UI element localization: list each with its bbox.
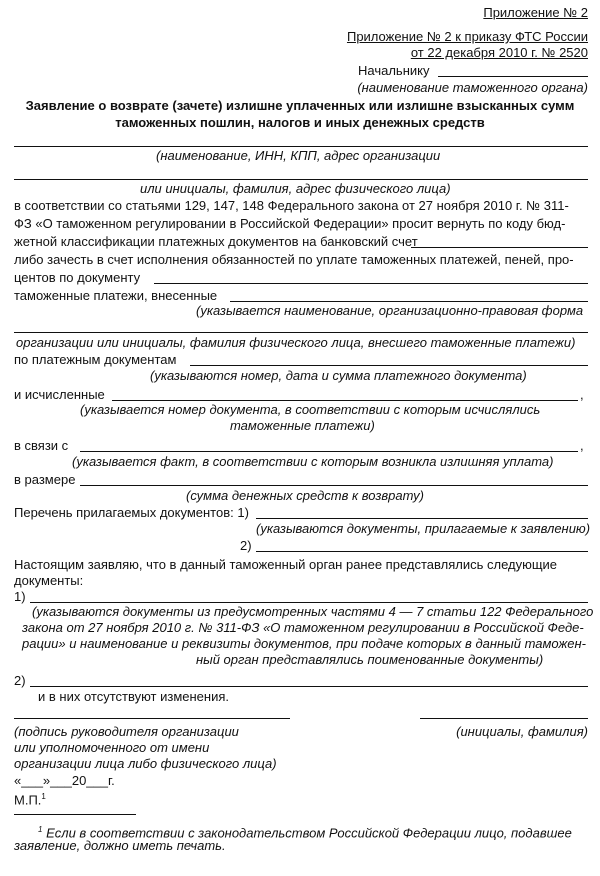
due-to-hint: (указывается факт, в соответствии с которым возникла излишняя уплата) [72, 454, 554, 469]
footnote-mark: 1 [38, 825, 43, 834]
stamp-text: М.П. [14, 792, 42, 808]
order-reference-line1: Приложение № 2 к приказу ФТС России [346, 29, 588, 44]
order-reference-line2: от 22 декабря 2010 г. № 2520 [410, 45, 588, 60]
customs-body-line [438, 76, 588, 77]
signature-line [14, 718, 290, 719]
comma: , [580, 387, 584, 402]
fees-paid-line2 [14, 332, 588, 333]
declared-item1-line [30, 602, 588, 603]
calculated-hint1: (указывается номер документа, в соответствии с которым исчислялись [80, 402, 541, 417]
declared-item2-label: 2) [14, 673, 26, 688]
to-chief-label: Начальнику [358, 63, 430, 78]
declared-docs-hint1: (указываются документы из предусмотренных частями 4 — 7 статьи 122 Федерального [32, 604, 594, 619]
declaration-line1: Настоящим заявляю, что в данный таможенный орган ранее представлялись следующие [14, 557, 558, 572]
person-name-hint: или инициалы, фамилия, адрес физического лица) [140, 181, 451, 196]
stamp-footnote-ref: 1 [41, 792, 46, 801]
signature-hint3: организации лица либо физического лица) [14, 756, 277, 771]
appendix-label: Приложение № 2 [483, 5, 588, 20]
customs-body-hint: (наименование таможенного органа) [357, 80, 588, 95]
declared-docs-hint2: закона от 27 ноября 2010 г. № 311-ФЗ «О таможенном регулировании в Российской Феде- [22, 620, 584, 635]
attached-item1-line [256, 518, 588, 519]
fees-paid-hint1: (указывается наименование, организационно-правовая форма [196, 303, 584, 318]
payment-docs-label: по платежным документам [14, 352, 177, 367]
para1-line1: в соответствии со статьями 129, 147, 148 Федерального закона от 27 ноября 2010 г. № 311- [14, 198, 569, 213]
document-line [154, 283, 588, 284]
amount-line [80, 485, 588, 486]
bank-account-line [411, 247, 588, 248]
attached-item2-line [256, 551, 588, 552]
org-name-line [14, 146, 588, 147]
fees-paid-line [230, 301, 588, 302]
amount-hint: (сумма денежных средств к возврату) [186, 488, 424, 503]
calculated-label: и исчисленные [14, 387, 105, 402]
declared-item1-label: 1) [14, 589, 26, 604]
payment-docs-hint: (указываются номер, дата и сумма платежного документа) [150, 368, 527, 383]
stamp-label [14, 789, 46, 808]
calculated-line [112, 400, 578, 401]
declaration-line2: документы: [14, 573, 84, 588]
para1-line5: центов по документу [14, 270, 141, 285]
para1-line3: жетной классификации платежных документов на банковский счет [14, 234, 418, 249]
no-changes-text: и в них отсутствуют изменения. [38, 689, 230, 704]
footnote-separator [14, 814, 136, 815]
form-title-line1: Заявление о возврате (зачете) излишне уплаченных или излишне взысканных сумм [25, 98, 575, 113]
comma: , [580, 438, 584, 453]
attached-list-label: Перечень прилагаемых документов: 1) [14, 505, 249, 520]
attached-hint: (указываются документы, прилагаемые к заявлению) [256, 521, 591, 536]
fees-paid-label: таможенные платежи, внесенные [14, 288, 218, 303]
payment-docs-line [190, 365, 588, 366]
para1-line2: ФЗ «О таможенном регулировании в Российской Федерации» просит вернуть по коду бюд- [14, 216, 566, 231]
amount-label: в размере [14, 472, 76, 487]
org-name-hint: (наименование, ИНН, КПП, адрес организации [156, 148, 441, 163]
declared-docs-hint3: рации» и наименование и реквизиты документов, при подаче которых в данный таможен- [22, 636, 587, 651]
fees-paid-hint2: организации или инициалы, фамилия физического лица, внесшего таможенные платежи) [16, 335, 576, 350]
footnote-text1: Если в соответствии с законодательством Российской Федерации лицо, подавшее [46, 825, 572, 841]
form-title-line2: таможенных пошлин, налогов и иных денежных средств [115, 115, 485, 130]
signature-hint1: (подпись руководителя организации [14, 724, 239, 739]
para1-line4: либо зачесть в счет исполнения обязанностей по уплате таможенных платежей, пеней, про- [14, 252, 574, 267]
due-to-label: в связи с [14, 438, 69, 453]
date-line: «___»___20___г. [14, 773, 115, 788]
person-name-line [14, 179, 588, 180]
due-to-line [80, 451, 578, 452]
calculated-hint2: таможенные платежи) [230, 418, 375, 433]
name-hint: (инициалы, фамилия) [456, 724, 588, 739]
attached-item2-label: 2) [240, 538, 252, 553]
declared-item2-line [30, 686, 588, 687]
signature-hint2: или уполномоченного от имени [14, 740, 210, 755]
name-line [420, 718, 588, 719]
footnote-line2: заявление, должно иметь печать. [14, 838, 226, 853]
declared-docs-hint4: ный орган представлялись поименованные документы) [196, 652, 544, 667]
